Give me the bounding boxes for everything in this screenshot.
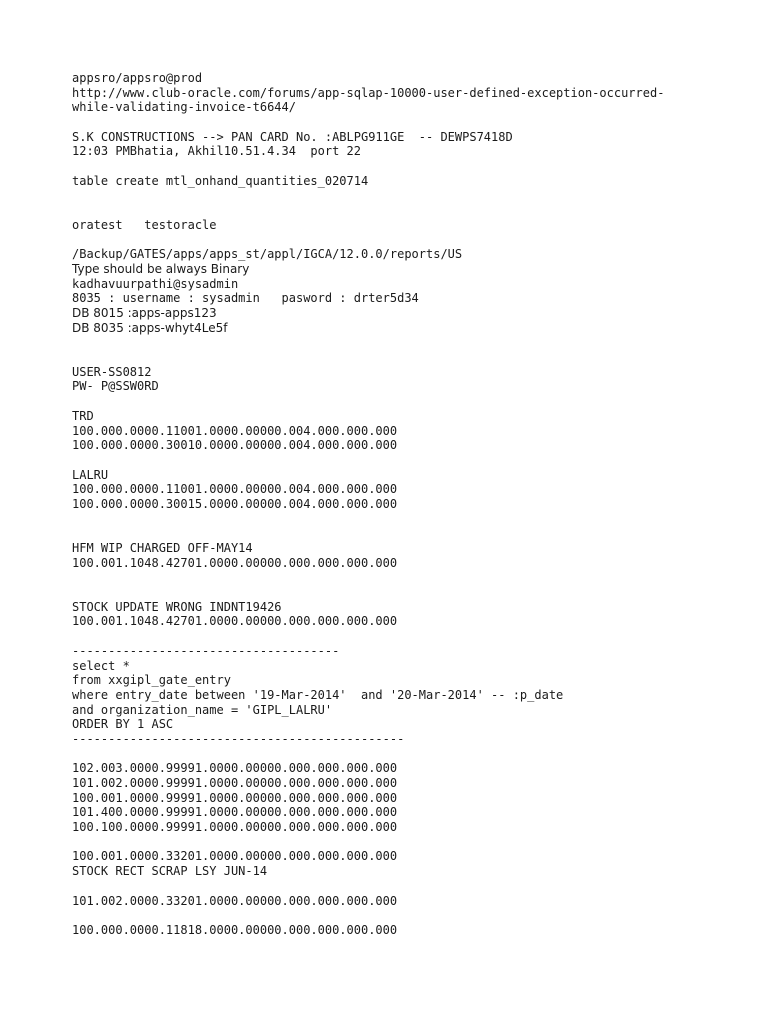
text-line: 100.001.0000.99991.0000.00000.000.000.000.000 [72,790,398,805]
blank-line [72,879,732,894]
text-line: DB 8035 :apps-whyt4Le5f [72,320,228,335]
text-line: Type should be always Binary [72,261,250,276]
text-line: 101.400.0000.99991.0000.00000.000.000.000.000 [72,805,398,820]
blank-line [72,747,732,762]
blank-line [72,115,732,130]
text-line: select * [72,658,130,673]
text-line: 100.000.0000.11818.0000.00000.000.000.000.000 [72,922,398,937]
text-line: where entry_date between '19-Mar-2014' and '20-Mar-2014' -- :p_date [72,687,564,702]
text-line: S.K CONSTRUCTIONS --> PAN CARD No. :ABLPG911GE -- DEWPS7418D [72,129,513,144]
text-line: 100.000.0000.11001.0000.00000.004.000.000.000 [72,482,398,497]
text-line: 100.100.0000.99991.0000.00000.000.000.000.000 [72,820,398,835]
text-line: LALRU [72,467,109,482]
text-line: STOCK RECT SCRAP LSY JUN-14 [72,864,268,879]
blank-line [72,394,732,409]
blank-line [72,350,732,365]
text-line: ORDER BY 1 ASC [72,717,174,732]
text-line: 12:03 PMBhatia, Akhil10.51.4.34 port 22 [72,144,361,159]
text-line: 101.002.0000.99991.0000.00000.000.000.000.000 [72,776,398,790]
text-line: STOCK UPDATE WRONG INDNT19426 [72,599,282,614]
text-line: DB 8015 :apps-apps123 [72,306,217,320]
blank-line [72,233,732,248]
blank-line [72,526,732,541]
blank-line [72,159,732,174]
text-line: 102.003.0000.99991.0000.00000.000.000.000.000 [72,761,398,776]
text-line: ------------------------------------- [72,643,340,658]
text-line: 8035 : username : sysadmin pasword : drter5d34 [72,291,419,306]
text-line: http://www.club-oracle.com/forums/app-sqlap-10000-user-defined-exception-occurred- [72,85,665,100]
blank-line [72,570,732,585]
blank-line [72,453,732,468]
blank-line [72,335,732,350]
text-line: 100.000.0000.30010.0000.00000.004.000.000.000 [72,438,398,453]
text-line: from xxgipl_gate_entry [72,673,231,688]
text-line: 100.000.0000.11001.0000.00000.004.000.000.000 [72,423,398,438]
document-page [72,71,732,938]
blank-line [72,908,732,923]
text-line: ---------------------------------------------- [72,731,405,746]
text-line: /Backup/GATES/apps/apps_st/appl/IGCA/12.0.0/reports/US [72,247,463,262]
text-line: PW- P@SSW0RD [72,379,159,394]
text-line: table create mtl_onhand_quantities_020714 [72,173,369,188]
text-line: 100.001.1048.42701.0000.00000.000.000.000.000 [72,555,398,570]
text-line: 100.001.1048.42701.0000.00000.000.000.000.000 [72,614,398,629]
blank-line [72,585,732,600]
text-line: TRD [72,408,94,423]
blank-line [72,835,732,850]
blank-line [72,203,732,218]
text-line: 100.001.0000.33201.0000.00000.000.000.000.000 [72,849,398,864]
blank-line [72,189,732,204]
text-line: and organization_name = 'GIPL_LALRU' [72,702,333,717]
blank-line [72,629,732,644]
text-line: HFM WIP CHARGED OFF-MAY14 [72,541,253,555]
text-line: kadhavuurpathi@sysadmin [72,276,239,291]
text-line: appsro/appsro@prod [72,71,203,85]
text-line: 100.000.0000.30015.0000.00000.004.000.000.000 [72,496,398,511]
text-line: 101.002.0000.33201.0000.00000.000.000.000.000 [72,893,398,908]
blank-line [72,512,732,527]
text-line: oratest testoracle [72,217,217,232]
text-line: USER-SS0812 [72,364,152,379]
text-line: while-validating-invoice-t6644/ [72,100,296,115]
